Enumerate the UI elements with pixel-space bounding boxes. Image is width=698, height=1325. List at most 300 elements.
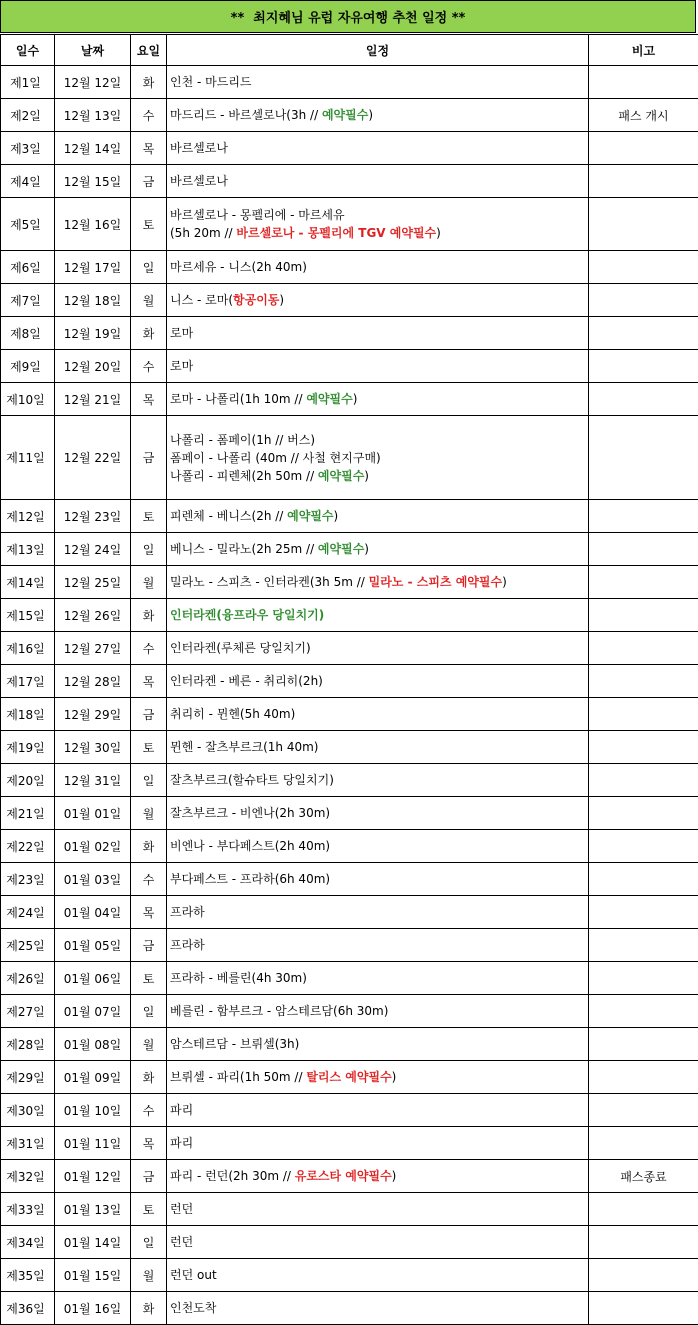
table-row bbox=[1, 1127, 698, 1160]
weekday-cell: 일 bbox=[131, 764, 167, 797]
table-row bbox=[1, 416, 698, 500]
day-number-cell: 제17일 bbox=[1, 665, 55, 698]
note-cell bbox=[589, 599, 698, 632]
table-row bbox=[1, 896, 698, 929]
schedule-cell bbox=[167, 1028, 589, 1061]
schedule-text: 바르셀로나 bbox=[170, 174, 228, 188]
note-cell bbox=[589, 251, 698, 284]
schedule-text: 로마 bbox=[170, 326, 193, 340]
table-row bbox=[1, 1193, 698, 1226]
note-cell bbox=[589, 1226, 698, 1259]
table-row bbox=[1, 165, 698, 198]
schedule-text: 파리 bbox=[170, 1136, 193, 1150]
table-row bbox=[1, 1028, 698, 1061]
weekday-cell: 토 bbox=[131, 962, 167, 995]
schedule-text: 잘츠부르크 - 비엔나(2h 30m) bbox=[170, 806, 330, 820]
weekday-cell: 월 bbox=[131, 1259, 167, 1292]
schedule-text: 인터라켄(루체른 당일치기) bbox=[170, 641, 311, 655]
schedule-cell bbox=[167, 962, 589, 995]
schedule-text: 브뤼셀 - 파리(1h 50m // bbox=[170, 1070, 306, 1084]
weekday-cell: 목 bbox=[131, 665, 167, 698]
schedule-line bbox=[170, 390, 588, 408]
day-number-cell: 제21일 bbox=[1, 797, 55, 830]
note-cell bbox=[589, 350, 698, 383]
table-row bbox=[1, 251, 698, 284]
table-row bbox=[1, 533, 698, 566]
day-number-cell: 제23일 bbox=[1, 863, 55, 896]
schedule-text: 파리 - 런던(2h 30m // bbox=[170, 1169, 295, 1183]
table-row bbox=[1, 863, 698, 896]
schedule-cell bbox=[167, 66, 589, 99]
itinerary-table bbox=[0, 34, 698, 1325]
schedule-line bbox=[170, 639, 588, 657]
day-number-cell: 제22일 bbox=[1, 830, 55, 863]
date-cell: 01월 16일 bbox=[55, 1292, 131, 1325]
schedule-cell bbox=[167, 1160, 589, 1193]
date-cell: 12월 15일 bbox=[55, 165, 131, 198]
date-cell: 01월 04일 bbox=[55, 896, 131, 929]
schedule-text: 부다페스트 - 프라하(6h 40m) bbox=[170, 872, 330, 886]
day-number-cell: 제25일 bbox=[1, 929, 55, 962]
schedule-line bbox=[170, 206, 588, 224]
note-cell bbox=[589, 416, 698, 500]
schedule-text: 바르셀로나 - 몽펠리에 - 마르세유 bbox=[170, 208, 345, 222]
date-cell: 12월 20일 bbox=[55, 350, 131, 383]
weekday-cell: 토 bbox=[131, 198, 167, 251]
schedule-text: 니스 - 로마( bbox=[170, 293, 233, 307]
schedule-cell bbox=[167, 1292, 589, 1325]
date-cell: 12월 14일 bbox=[55, 132, 131, 165]
day-number-cell: 제29일 bbox=[1, 1061, 55, 1094]
schedule-cell bbox=[167, 830, 589, 863]
schedule-line bbox=[170, 1068, 588, 1086]
day-number-cell: 제19일 bbox=[1, 731, 55, 764]
weekday-cell: 수 bbox=[131, 1094, 167, 1127]
schedule-text: 암스테르담 - 브뤼셀(3h) bbox=[170, 1037, 299, 1051]
day-number-cell: 제18일 bbox=[1, 698, 55, 731]
note-cell bbox=[589, 198, 698, 251]
weekday-cell: 수 bbox=[131, 863, 167, 896]
weekday-cell: 일 bbox=[131, 1226, 167, 1259]
date-cell: 01월 06일 bbox=[55, 962, 131, 995]
day-number-cell: 제34일 bbox=[1, 1226, 55, 1259]
date-cell: 12월 24일 bbox=[55, 533, 131, 566]
schedule-highlight: 예약필수 bbox=[306, 392, 352, 406]
header-weekday: 요일 bbox=[131, 35, 167, 66]
schedule-cell bbox=[167, 198, 589, 251]
note-cell bbox=[589, 764, 698, 797]
date-cell: 12월 28일 bbox=[55, 665, 131, 698]
schedule-line bbox=[170, 291, 588, 309]
schedule-line bbox=[170, 771, 588, 789]
schedule-cell bbox=[167, 731, 589, 764]
table-row bbox=[1, 962, 698, 995]
schedule-text: 뮌헨 - 잘츠부르크(1h 40m) bbox=[170, 740, 318, 754]
schedule-text: 나폴리 - 폼페이(1h // 버스) bbox=[170, 433, 315, 447]
date-cell: 01월 01일 bbox=[55, 797, 131, 830]
note-cell: 패스종료 bbox=[589, 1160, 698, 1193]
schedule-cell bbox=[167, 632, 589, 665]
schedule-line bbox=[170, 837, 588, 855]
day-number-cell: 제8일 bbox=[1, 317, 55, 350]
table-row bbox=[1, 198, 698, 251]
table-row bbox=[1, 1292, 698, 1325]
note-cell bbox=[589, 1061, 698, 1094]
schedule-text: 베를린 - 함부르크 - 암스테르담(6h 30m) bbox=[170, 1004, 388, 1018]
weekday-cell: 토 bbox=[131, 500, 167, 533]
schedule-text: 프라하 - 베를린(4h 30m) bbox=[170, 971, 307, 985]
schedule-text: 로마 - 나폴리(1h 10m // bbox=[170, 392, 306, 406]
schedule-line bbox=[170, 467, 588, 485]
schedule-line bbox=[170, 1035, 588, 1053]
schedule-line bbox=[170, 431, 588, 449]
note-cell bbox=[589, 962, 698, 995]
note-cell bbox=[589, 632, 698, 665]
note-cell bbox=[589, 1028, 698, 1061]
schedule-cell bbox=[167, 1127, 589, 1160]
day-number-cell: 제14일 bbox=[1, 566, 55, 599]
weekday-cell: 화 bbox=[131, 599, 167, 632]
table-row bbox=[1, 797, 698, 830]
weekday-cell: 월 bbox=[131, 566, 167, 599]
weekday-cell: 화 bbox=[131, 317, 167, 350]
weekday-cell: 목 bbox=[131, 896, 167, 929]
day-number-cell: 제15일 bbox=[1, 599, 55, 632]
note-cell bbox=[589, 698, 698, 731]
schedule-highlight: 밀라노 - 스피츠 예약필수 bbox=[369, 575, 502, 589]
day-number-cell: 제10일 bbox=[1, 383, 55, 416]
schedule-cell bbox=[167, 317, 589, 350]
schedule-text: ) bbox=[279, 293, 284, 307]
schedule-cell bbox=[167, 1259, 589, 1292]
date-cell: 12월 27일 bbox=[55, 632, 131, 665]
schedule-text: 밀라노 - 스피츠 - 인터라켄(3h 5m // bbox=[170, 575, 369, 589]
weekday-cell: 월 bbox=[131, 1028, 167, 1061]
weekday-cell: 화 bbox=[131, 830, 167, 863]
date-cell: 01월 05일 bbox=[55, 929, 131, 962]
table-row bbox=[1, 284, 698, 317]
schedule-line bbox=[170, 738, 588, 756]
schedule-line bbox=[170, 172, 588, 190]
day-number-cell: 제27일 bbox=[1, 995, 55, 1028]
day-number-cell: 제6일 bbox=[1, 251, 55, 284]
date-cell: 12월 17일 bbox=[55, 251, 131, 284]
note-cell bbox=[589, 566, 698, 599]
day-number-cell: 제32일 bbox=[1, 1160, 55, 1193]
schedule-line bbox=[170, 1266, 588, 1284]
schedule-cell bbox=[167, 251, 589, 284]
note-cell bbox=[589, 1094, 698, 1127]
date-cell: 01월 14일 bbox=[55, 1226, 131, 1259]
weekday-cell: 월 bbox=[131, 284, 167, 317]
date-cell: 01월 10일 bbox=[55, 1094, 131, 1127]
schedule-text: 런던 bbox=[170, 1235, 193, 1249]
schedule-text: 런던 bbox=[170, 1202, 193, 1216]
note-cell bbox=[589, 317, 698, 350]
header-day: 일수 bbox=[1, 35, 55, 66]
schedule-line bbox=[170, 540, 588, 558]
weekday-cell: 화 bbox=[131, 66, 167, 99]
schedule-line bbox=[170, 224, 588, 242]
schedule-highlight: 예약필수 bbox=[322, 108, 368, 122]
table-row bbox=[1, 500, 698, 533]
schedule-cell bbox=[167, 383, 589, 416]
note-cell bbox=[589, 284, 698, 317]
schedule-line bbox=[170, 903, 588, 921]
date-cell: 01월 12일 bbox=[55, 1160, 131, 1193]
sheet-title: ** 최지혜님 유럽 자유여행 추천 일정 ** bbox=[0, 0, 696, 33]
schedule-cell bbox=[167, 995, 589, 1028]
weekday-cell: 일 bbox=[131, 533, 167, 566]
date-cell: 01월 13일 bbox=[55, 1193, 131, 1226]
schedule-line bbox=[170, 1233, 588, 1251]
table-row bbox=[1, 1061, 698, 1094]
day-number-cell: 제5일 bbox=[1, 198, 55, 251]
schedule-text: 잘츠부르크(할슈타트 당일치기) bbox=[170, 773, 334, 787]
note-cell bbox=[589, 1292, 698, 1325]
schedule-highlight: 예약필수 bbox=[318, 542, 364, 556]
schedule-cell bbox=[167, 500, 589, 533]
weekday-cell: 금 bbox=[131, 416, 167, 500]
weekday-cell: 화 bbox=[131, 1292, 167, 1325]
schedule-highlight: 바르셀로나 - 몽펠리에 TGV 예약필수 bbox=[236, 226, 436, 240]
date-cell: 12월 25일 bbox=[55, 566, 131, 599]
date-cell: 12월 31일 bbox=[55, 764, 131, 797]
note-cell bbox=[589, 165, 698, 198]
schedule-cell bbox=[167, 599, 589, 632]
itinerary-rows bbox=[1, 66, 698, 1325]
note-cell bbox=[589, 533, 698, 566]
schedule-cell bbox=[167, 1193, 589, 1226]
schedule-text: ) bbox=[334, 509, 339, 523]
table-row bbox=[1, 698, 698, 731]
header-note: 비고 bbox=[589, 35, 698, 66]
schedule-line bbox=[170, 258, 588, 276]
schedule-text: 피렌체 - 베니스(2h // bbox=[170, 509, 287, 523]
schedule-highlight: 예약필수 bbox=[287, 509, 333, 523]
table-row bbox=[1, 66, 698, 99]
weekday-cell: 일 bbox=[131, 995, 167, 1028]
weekday-cell: 목 bbox=[131, 1127, 167, 1160]
date-cell: 01월 09일 bbox=[55, 1061, 131, 1094]
date-cell: 01월 07일 bbox=[55, 995, 131, 1028]
schedule-line bbox=[170, 936, 588, 954]
schedule-cell bbox=[167, 1226, 589, 1259]
schedule-highlight: 인터라켄(융프라우 당일치기) bbox=[170, 608, 324, 622]
schedule-cell bbox=[167, 533, 589, 566]
date-cell: 01월 03일 bbox=[55, 863, 131, 896]
day-number-cell: 제11일 bbox=[1, 416, 55, 500]
note-cell: 패스 개시 bbox=[589, 99, 698, 132]
schedule-cell bbox=[167, 566, 589, 599]
day-number-cell: 제31일 bbox=[1, 1127, 55, 1160]
schedule-text: ) bbox=[436, 226, 441, 240]
date-cell: 12월 23일 bbox=[55, 500, 131, 533]
day-number-cell: 제16일 bbox=[1, 632, 55, 665]
schedule-line bbox=[170, 507, 588, 525]
schedule-text: ) bbox=[368, 108, 373, 122]
note-cell bbox=[589, 66, 698, 99]
schedule-text: 프라하 bbox=[170, 905, 205, 919]
schedule-line bbox=[170, 139, 588, 157]
note-cell bbox=[589, 830, 698, 863]
day-number-cell: 제28일 bbox=[1, 1028, 55, 1061]
schedule-cell bbox=[167, 929, 589, 962]
weekday-cell: 토 bbox=[131, 731, 167, 764]
table-row bbox=[1, 599, 698, 632]
schedule-line bbox=[170, 1134, 588, 1152]
schedule-text: ) bbox=[353, 392, 358, 406]
schedule-line bbox=[170, 1002, 588, 1020]
schedule-text: 바르셀로나 bbox=[170, 141, 228, 155]
weekday-cell: 월 bbox=[131, 797, 167, 830]
schedule-cell bbox=[167, 416, 589, 500]
schedule-text: 비엔나 - 부다페스트(2h 40m) bbox=[170, 839, 330, 853]
schedule-text: ) bbox=[392, 1169, 397, 1183]
date-cell: 12월 13일 bbox=[55, 99, 131, 132]
schedule-cell bbox=[167, 132, 589, 165]
note-cell bbox=[589, 1193, 698, 1226]
weekday-cell: 토 bbox=[131, 1193, 167, 1226]
schedule-text: (5h 20m // bbox=[170, 226, 236, 240]
schedule-text: ) bbox=[502, 575, 507, 589]
date-cell: 12월 29일 bbox=[55, 698, 131, 731]
note-cell bbox=[589, 929, 698, 962]
schedule-text: 파리 bbox=[170, 1103, 193, 1117]
schedule-line bbox=[170, 324, 588, 342]
schedule-text: 취리히 - 뮌헨(5h 40m) bbox=[170, 707, 295, 721]
schedule-text: 인터라켄 - 베른 - 취리히(2h) bbox=[170, 674, 323, 688]
day-number-cell: 제33일 bbox=[1, 1193, 55, 1226]
table-row bbox=[1, 1160, 698, 1193]
schedule-line bbox=[170, 1299, 588, 1317]
schedule-cell bbox=[167, 1094, 589, 1127]
date-cell: 12월 12일 bbox=[55, 66, 131, 99]
table-row bbox=[1, 132, 698, 165]
schedule-cell bbox=[167, 99, 589, 132]
schedule-line bbox=[170, 672, 588, 690]
day-number-cell: 제30일 bbox=[1, 1094, 55, 1127]
schedule-line bbox=[170, 449, 588, 467]
weekday-cell: 수 bbox=[131, 350, 167, 383]
schedule-line bbox=[170, 969, 588, 987]
table-row bbox=[1, 665, 698, 698]
day-number-cell: 제1일 bbox=[1, 66, 55, 99]
day-number-cell: 제3일 bbox=[1, 132, 55, 165]
table-row bbox=[1, 566, 698, 599]
day-number-cell: 제9일 bbox=[1, 350, 55, 383]
header-schedule: 일정 bbox=[167, 35, 589, 66]
table-row bbox=[1, 383, 698, 416]
table-row bbox=[1, 1094, 698, 1127]
note-cell bbox=[589, 797, 698, 830]
schedule-cell bbox=[167, 797, 589, 830]
schedule-text: 인천 - 마드리드 bbox=[170, 75, 252, 89]
date-cell: 12월 16일 bbox=[55, 198, 131, 251]
note-cell bbox=[589, 665, 698, 698]
schedule-cell bbox=[167, 896, 589, 929]
schedule-text: 로마 bbox=[170, 359, 193, 373]
weekday-cell: 목 bbox=[131, 383, 167, 416]
schedule-text: 마드리드 - 바르셀로나(3h // bbox=[170, 108, 322, 122]
note-cell bbox=[589, 500, 698, 533]
day-number-cell: 제24일 bbox=[1, 896, 55, 929]
date-cell: 01월 08일 bbox=[55, 1028, 131, 1061]
schedule-text: 폼페이 - 나폴리 (40m // 사철 현지구매) bbox=[170, 451, 381, 465]
schedule-cell bbox=[167, 1061, 589, 1094]
schedule-line bbox=[170, 1200, 588, 1218]
header-row bbox=[1, 35, 698, 66]
weekday-cell: 일 bbox=[131, 251, 167, 284]
date-cell: 12월 22일 bbox=[55, 416, 131, 500]
schedule-highlight: 탈리스 예약필수 bbox=[306, 1070, 391, 1084]
schedule-line bbox=[170, 870, 588, 888]
note-cell bbox=[589, 731, 698, 764]
schedule-line bbox=[170, 106, 588, 124]
schedule-text: ) bbox=[392, 1070, 397, 1084]
schedule-highlight: 항공이동 bbox=[233, 293, 279, 307]
table-row bbox=[1, 350, 698, 383]
day-number-cell: 제20일 bbox=[1, 764, 55, 797]
day-number-cell: 제26일 bbox=[1, 962, 55, 995]
schedule-highlight: 예약필수 bbox=[318, 469, 364, 483]
schedule-line bbox=[170, 1101, 588, 1119]
day-number-cell: 제35일 bbox=[1, 1259, 55, 1292]
schedule-line bbox=[170, 573, 588, 591]
schedule-text: 인천도착 bbox=[170, 1301, 216, 1315]
day-number-cell: 제12일 bbox=[1, 500, 55, 533]
date-cell: 12월 30일 bbox=[55, 731, 131, 764]
date-cell: 12월 18일 bbox=[55, 284, 131, 317]
note-cell bbox=[589, 896, 698, 929]
date-cell: 01월 11일 bbox=[55, 1127, 131, 1160]
table-row bbox=[1, 929, 698, 962]
weekday-cell: 수 bbox=[131, 632, 167, 665]
table-row bbox=[1, 317, 698, 350]
note-cell bbox=[589, 863, 698, 896]
weekday-cell: 금 bbox=[131, 929, 167, 962]
note-cell bbox=[589, 1127, 698, 1160]
note-cell bbox=[589, 383, 698, 416]
schedule-highlight: 유로스타 예약필수 bbox=[295, 1169, 392, 1183]
weekday-cell: 금 bbox=[131, 1160, 167, 1193]
note-cell bbox=[589, 1259, 698, 1292]
day-number-cell: 제13일 bbox=[1, 533, 55, 566]
schedule-text: 런던 out bbox=[170, 1268, 217, 1282]
schedule-line bbox=[170, 705, 588, 723]
table-row bbox=[1, 731, 698, 764]
note-cell bbox=[589, 995, 698, 1028]
schedule-text: 마르세유 - 니스(2h 40m) bbox=[170, 260, 307, 274]
schedule-line bbox=[170, 357, 588, 375]
table-row bbox=[1, 995, 698, 1028]
day-number-cell: 제4일 bbox=[1, 165, 55, 198]
note-cell bbox=[589, 132, 698, 165]
date-cell: 12월 19일 bbox=[55, 317, 131, 350]
schedule-text: 베니스 - 밀라노(2h 25m // bbox=[170, 542, 318, 556]
header-date: 날짜 bbox=[55, 35, 131, 66]
table-row bbox=[1, 830, 698, 863]
schedule-line bbox=[170, 73, 588, 91]
table-row bbox=[1, 764, 698, 797]
weekday-cell: 금 bbox=[131, 165, 167, 198]
weekday-cell: 화 bbox=[131, 1061, 167, 1094]
table-row bbox=[1, 1226, 698, 1259]
schedule-cell bbox=[167, 165, 589, 198]
schedule-text: ) bbox=[364, 542, 369, 556]
table-row bbox=[1, 632, 698, 665]
day-number-cell: 제7일 bbox=[1, 284, 55, 317]
